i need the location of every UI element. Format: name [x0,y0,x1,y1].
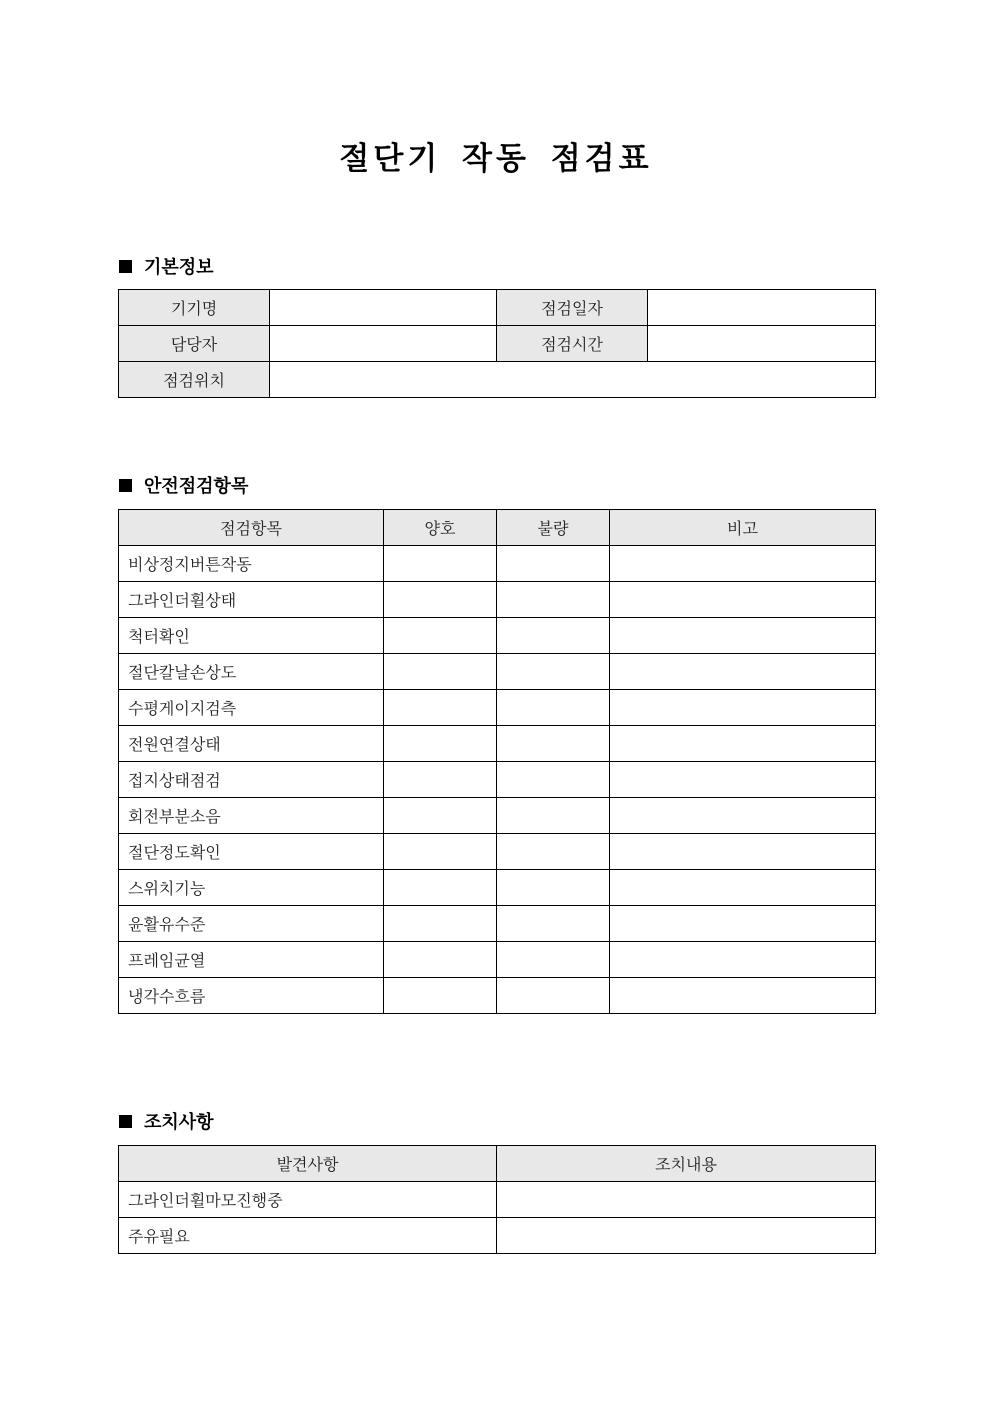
note-field[interactable] [610,978,876,1014]
checklist-item-label: 프레임균열 [119,942,384,978]
note-field[interactable] [610,870,876,906]
column-header-note: 비고 [610,510,876,546]
table-row [119,942,876,978]
equipment-name-field[interactable] [270,290,497,326]
bad-checkbox-cell[interactable] [497,726,610,762]
checklist-item-label: 접지상태점검 [119,762,384,798]
checklist-item-label: 스위치기능 [119,870,384,906]
square-bullet-icon [119,260,132,273]
person-in-charge-field[interactable] [270,326,497,362]
section-heading-label: 기본정보 [144,257,214,278]
bad-checkbox-cell[interactable] [497,690,610,726]
note-field[interactable] [610,834,876,870]
equipment-name-label: 기기명 [119,290,270,326]
table-row [119,726,876,762]
basic-info-table [118,289,876,398]
actions-table [118,1145,876,1254]
table-row [119,654,876,690]
bad-checkbox-cell[interactable] [497,834,610,870]
action-field[interactable] [497,1218,876,1254]
column-header-action: 조치내용 [497,1146,876,1182]
section-heading-actions [119,1108,214,1134]
table-header-row [119,1146,876,1182]
finding-label: 그라인더휠마모진행중 [119,1182,497,1218]
checklist-item-label: 냉각수흐름 [119,978,384,1014]
section-heading-label: 조치사항 [144,1112,214,1133]
good-checkbox-cell[interactable] [384,654,497,690]
good-checkbox-cell[interactable] [384,942,497,978]
table-row [119,690,876,726]
bad-checkbox-cell[interactable] [497,762,610,798]
note-field[interactable] [610,942,876,978]
good-checkbox-cell[interactable] [384,798,497,834]
bad-checkbox-cell[interactable] [497,906,610,942]
inspection-date-field[interactable] [648,290,876,326]
finding-label: 주유필요 [119,1218,497,1254]
good-checkbox-cell[interactable] [384,582,497,618]
note-field[interactable] [610,546,876,582]
bad-checkbox-cell[interactable] [497,582,610,618]
bad-checkbox-cell[interactable] [497,870,610,906]
bad-checkbox-cell[interactable] [497,942,610,978]
table-row [119,834,876,870]
table-row [119,1218,876,1254]
column-header-good: 양호 [384,510,497,546]
table-header-row [119,510,876,546]
checklist-item-label: 절단칼날손상도 [119,654,384,690]
bad-checkbox-cell[interactable] [497,546,610,582]
good-checkbox-cell[interactable] [384,762,497,798]
note-field[interactable] [610,762,876,798]
column-header-item: 점검항목 [119,510,384,546]
checklist-item-label: 척터확인 [119,618,384,654]
column-header-finding: 발견사항 [119,1146,497,1182]
inspection-location-field[interactable] [270,362,876,398]
safety-checklist-table [118,509,876,1014]
good-checkbox-cell[interactable] [384,978,497,1014]
good-checkbox-cell[interactable] [384,618,497,654]
square-bullet-icon [119,479,132,492]
good-checkbox-cell[interactable] [384,834,497,870]
checklist-item-label: 회전부분소음 [119,798,384,834]
table-row [119,978,876,1014]
checklist-item-label: 전원연결상태 [119,726,384,762]
table-row [119,362,876,398]
column-header-bad: 불량 [497,510,610,546]
table-row [119,582,876,618]
table-row [119,618,876,654]
table-row [119,1182,876,1218]
good-checkbox-cell[interactable] [384,690,497,726]
good-checkbox-cell[interactable] [384,870,497,906]
section-heading-label: 안전점검항목 [144,476,249,497]
checklist-item-label: 윤활유수준 [119,906,384,942]
bad-checkbox-cell[interactable] [497,798,610,834]
inspection-time-field[interactable] [648,326,876,362]
actions-body [119,1182,876,1254]
bad-checkbox-cell[interactable] [497,618,610,654]
section-heading-basic-info [119,253,214,279]
inspection-location-label: 점검위치 [119,362,270,398]
inspection-time-label: 점검시간 [497,326,648,362]
person-in-charge-label: 담당자 [119,326,270,362]
note-field[interactable] [610,690,876,726]
good-checkbox-cell[interactable] [384,546,497,582]
table-row [119,906,876,942]
note-field[interactable] [610,582,876,618]
note-field[interactable] [610,618,876,654]
bad-checkbox-cell[interactable] [497,654,610,690]
table-row [119,870,876,906]
table-row [119,290,876,326]
table-row [119,798,876,834]
checklist-item-label: 비상정지버튼작동 [119,546,384,582]
bad-checkbox-cell[interactable] [497,978,610,1014]
good-checkbox-cell[interactable] [384,906,497,942]
note-field[interactable] [610,654,876,690]
checklist-item-label: 수평게이지검측 [119,690,384,726]
checklist-item-label: 그라인더휠상태 [119,582,384,618]
note-field[interactable] [610,798,876,834]
checklist-body [119,546,876,1014]
note-field[interactable] [610,726,876,762]
table-row [119,326,876,362]
document-title: 절단기 작동 점검표 [339,141,653,177]
inspection-date-label: 점검일자 [497,290,648,326]
note-field[interactable] [610,906,876,942]
table-row [119,546,876,582]
square-bullet-icon [119,1115,132,1128]
good-checkbox-cell[interactable] [384,726,497,762]
table-row [119,762,876,798]
checklist-item-label: 절단정도확인 [119,834,384,870]
section-heading-safety-checklist [119,472,248,498]
action-field[interactable] [497,1182,876,1218]
